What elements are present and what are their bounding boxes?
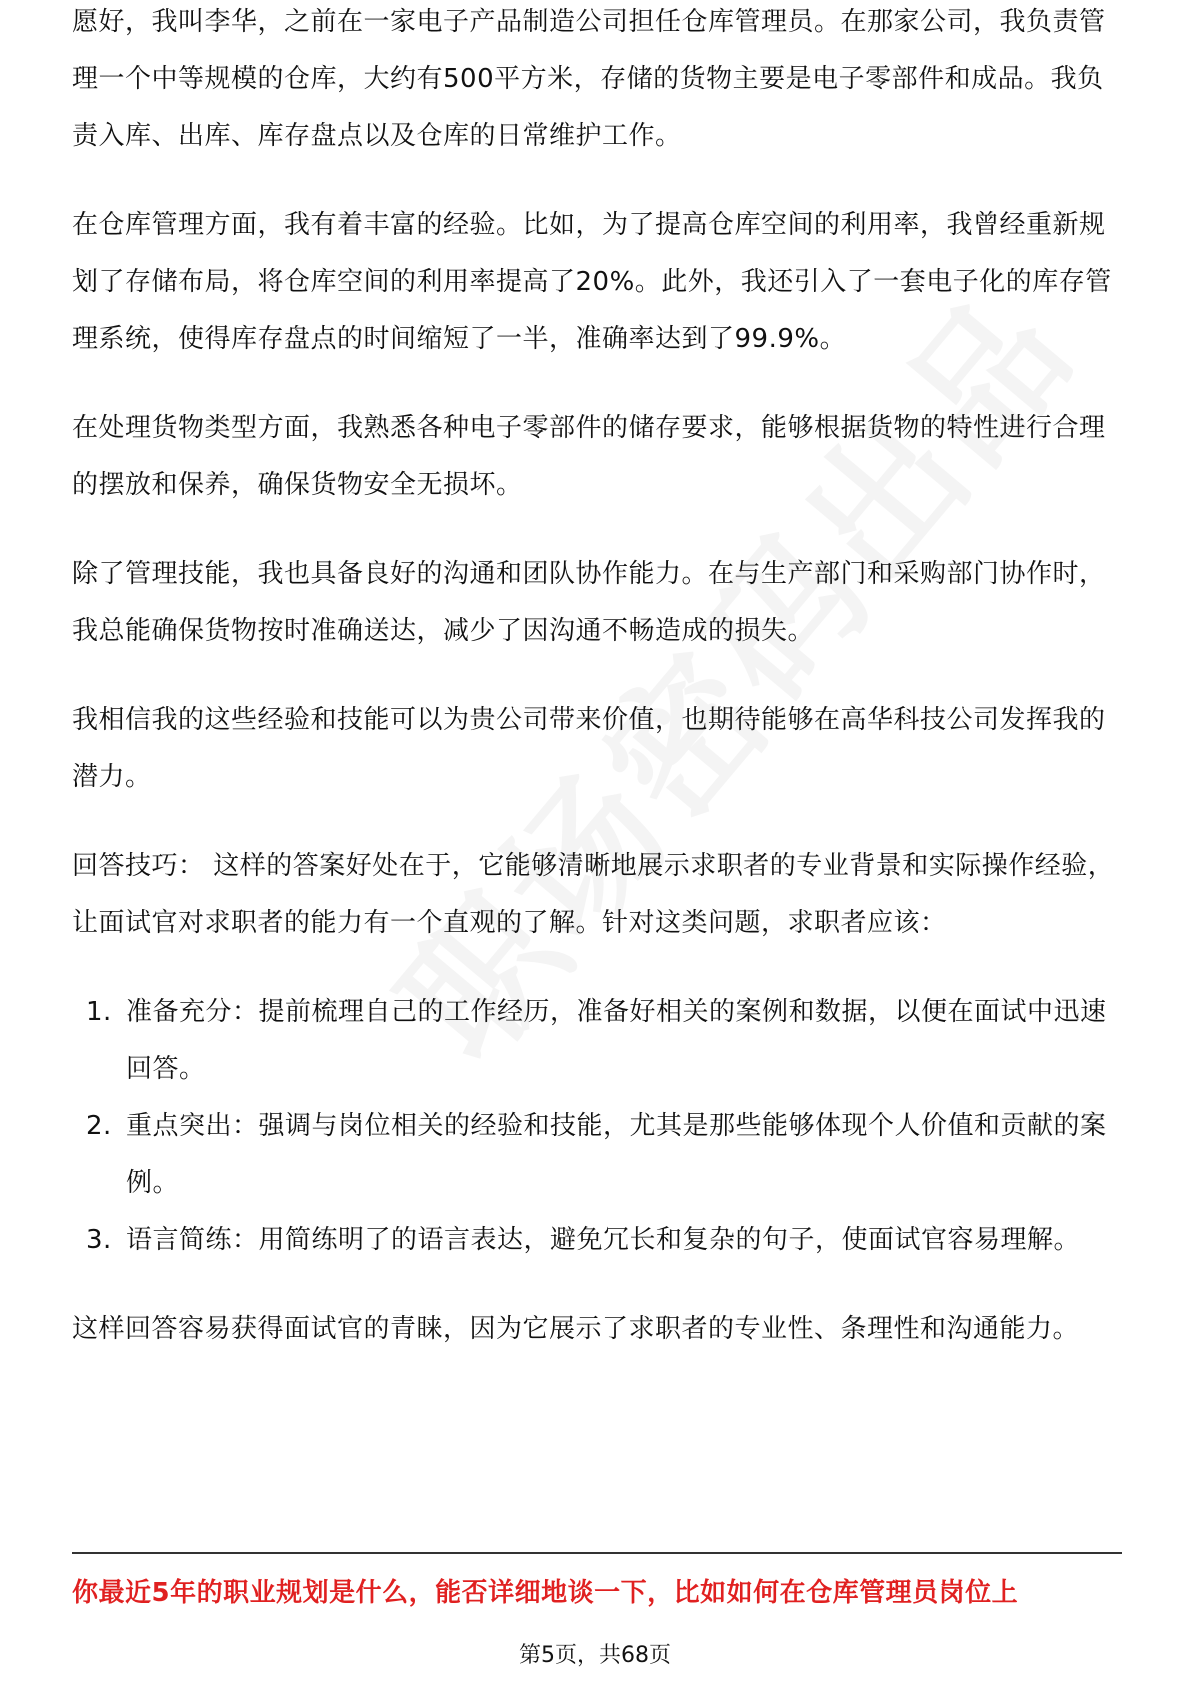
paragraph-goods: 在处理货物类型方面，我熟悉各种电子零部件的储存要求，能够根据货物的特性进行合理的摆放和保养，确保货物安全无损坏。 <box>72 413 1106 500</box>
page-number: 第5页，共68页 <box>519 1643 671 1668</box>
list-item-number: 3. <box>86 1225 112 1255</box>
answer-body <box>72 7 1122 1390</box>
paragraph-teamwork: 除了管理技能，我也具备良好的沟通和团队协作能力。在与生产部门和采购部门协作时，我总能确保货物按时准确送达，减少了因沟通不畅造成的损失。 <box>72 559 1106 646</box>
paragraph-experience: 在仓库管理方面，我有着丰富的经验。比如，为了提高仓库空间的利用率，我曾经重新规划了存储布局，将仓库空间的利用率提高了20%。此外，我还引入了一套电子化的库存管理系统，使得库存盘点的时间缩短了一半，准确率达到了99.9%。 <box>72 210 1112 354</box>
list-item-number: 2. <box>86 1111 112 1141</box>
list-item-text: 语言简练：用简练明了的语言表达，避免冗长和复杂的句子，使面试官容易理解。 <box>126 1225 1081 1255</box>
paragraph-closing: 这样回答容易获得面试官的青睐，因为它展示了求职者的专业性、条理性和沟通能力。 <box>72 1314 1080 1344</box>
list-item-text: 准备充分：提前梳理自己的工作经历，准备好相关的案例和数据，以便在面试中迅速回答。 <box>126 997 1107 1084</box>
section-divider <box>72 1552 1122 1554</box>
list-item <box>72 1212 1122 1269</box>
list-item <box>72 1098 1122 1212</box>
paragraph-value: 我相信我的这些经验和技能可以为贵公司带来价值，也期待能够在高华科技公司发挥我的潜力。 <box>72 705 1106 792</box>
paragraph-intro: 愿好，我叫李华，之前在一家电子产品制造公司担任仓库管理员。在那家公司，我负责管理一个中等规模的仓库，大约有500平方米，存储的货物主要是电子零部件和成品。我负责入库、出库、库存盘点以及仓库的日常维护工作。 <box>72 7 1106 151</box>
next-question-heading: 你最近5年的职业规划是什么，能否详细地谈一下，比如如何在仓库管理员岗位上 <box>72 1578 1019 1608</box>
list-item <box>72 984 1122 1098</box>
paragraph-tips-intro: 回答技巧： 这样的答案好处在于，它能够清晰地展示求职者的专业背景和实际操作经验，让面试官对求职者的能力有一个直观的了解。针对这类问题，求职者应该： <box>72 851 1115 938</box>
tips-list <box>72 984 1122 1269</box>
list-item-number: 1. <box>86 997 112 1027</box>
list-item-text: 重点突出：强调与岗位相关的经验和技能，尤其是那些能够体现个人价值和贡献的案例。 <box>126 1111 1107 1198</box>
